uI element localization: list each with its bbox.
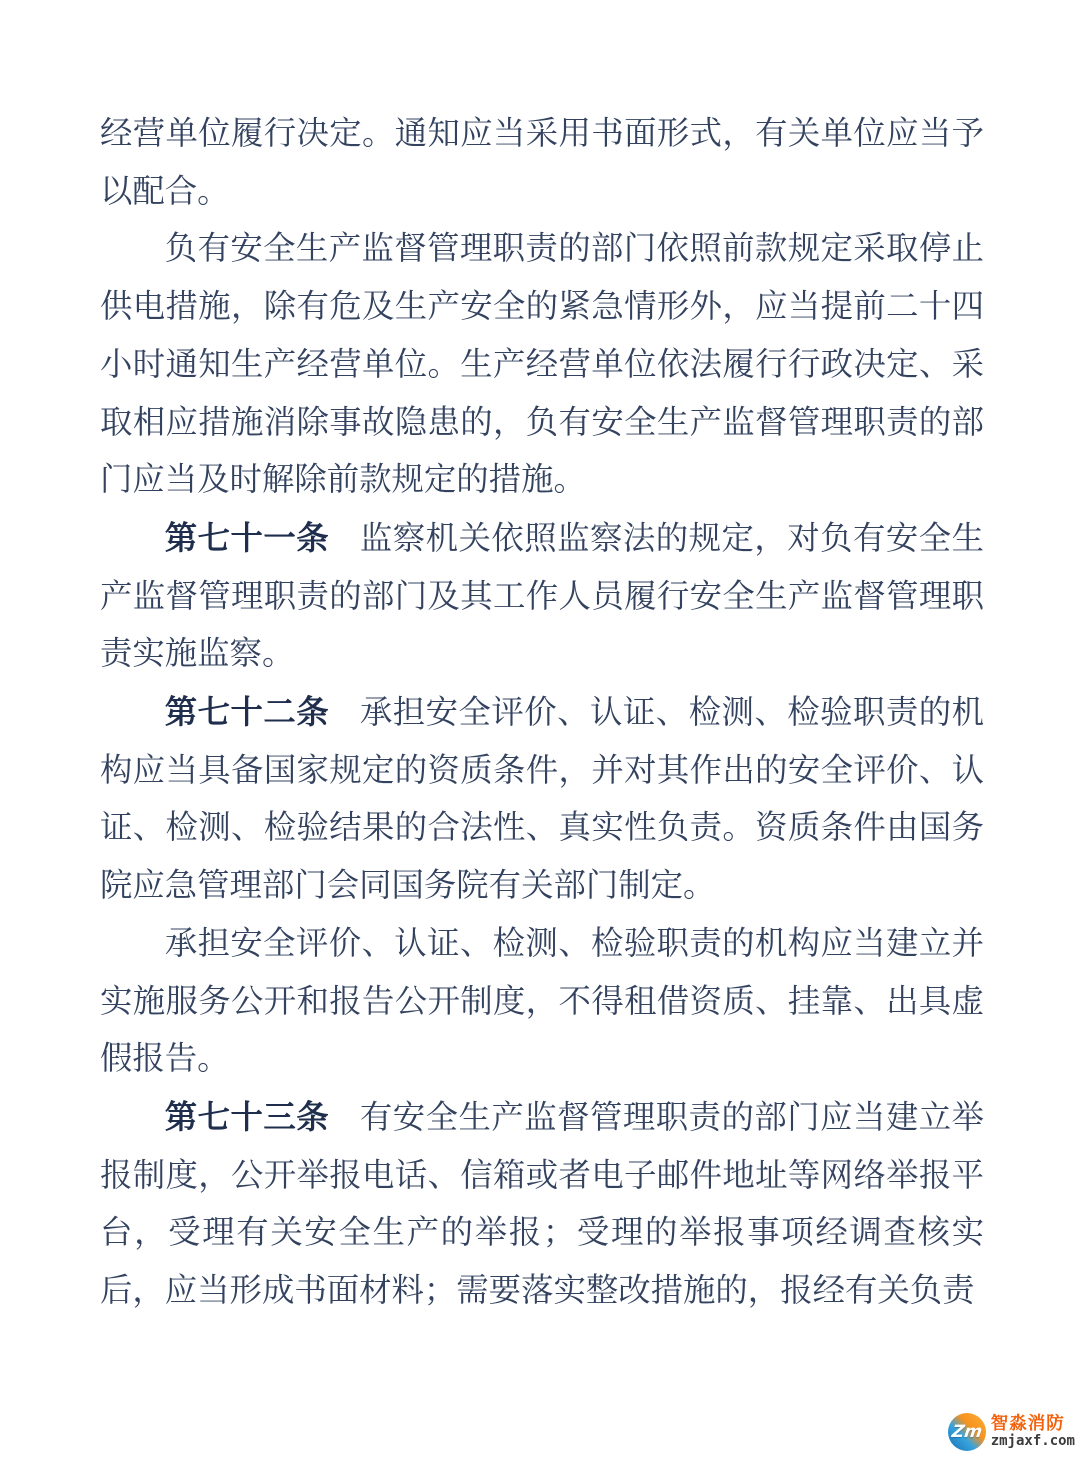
paragraph-text: 监察机关依照监察法的规定，对负有安全生产监督管理职责的部门及其工作人员履行安全生产监督管理职责实施监察。 [100, 520, 985, 673]
paragraph [100, 510, 984, 684]
brand-text-block [991, 1415, 1075, 1450]
article-number: 第七十一条 [164, 518, 330, 557]
brand-url: zmjaxf.com [990, 1432, 1075, 1449]
paragraph-text: 经营单位履行决定。通知应当采用书面形式，有关单位应当予以配合。 [100, 116, 984, 210]
brand-logo-icon [948, 1413, 986, 1451]
paragraph-text: 承担安全评价、认证、检测、检验职责的机构应当建立并实施服务公开和报告公开制度，不得租借资质、挂靠、出具虚假报告。 [100, 925, 984, 1078]
paragraph [100, 916, 984, 1089]
paragraph-text: 承担安全评价、认证、检测、检验职责的机构应当具备国家规定的资质条件，并对其作出的安全评价、认证、检测、检验结果的合法性、真实性负责。资质条件由国务院应急管理部门会同国务院有关部门制定。 [100, 695, 985, 905]
brand-logo-monogram: Zm [950, 1422, 984, 1442]
document-body [100, 106, 984, 1321]
article-number: 第七十二条 [164, 693, 330, 732]
paragraph-text: 有安全生产监督管理职责的部门应当建立举报制度，公开举报电话、信箱或者电子邮件地址等网络举报平台，受理有关安全生产的举报；受理的举报事项经调查核实后，应当形成书面材料；需要落实整改措施的，报经有关负责 [100, 1099, 985, 1310]
paragraph [100, 1089, 984, 1321]
paragraph [100, 106, 984, 221]
paragraph [100, 221, 984, 510]
brand-watermark [948, 1413, 1075, 1451]
paragraph-text: 负有安全生产监督管理职责的部门依照前款规定采取停止供电措施，除有危及生产安全的紧急情形外，应当提前二十四小时通知生产经营单位。生产经营单位依法履行行政决定、采取相应措施消除事故隐患的，负有安全生产监督管理职责的部门应当及时解除前款规定的措施。 [100, 231, 984, 499]
paragraph [100, 684, 984, 916]
brand-name: 智淼消防 [990, 1413, 1065, 1434]
article-number: 第七十三条 [164, 1097, 330, 1136]
